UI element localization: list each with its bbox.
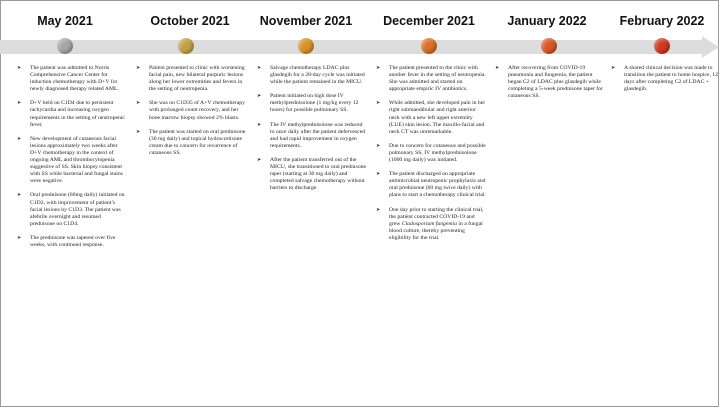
event-bullet	[17, 65, 127, 93]
event-list	[495, 65, 605, 100]
bullet-text: D+V held on C1D4 due to persistent tachycardia and increasing oxygen requirements in the setting of neutropenic fever.	[30, 100, 125, 128]
bullet-text: Patient initiated on high dose IV methylprednisolone (1 mg/kg every 12 hours) for possible pulmonary SS.	[270, 93, 359, 114]
event-bullet	[495, 65, 605, 100]
timeline-marker	[541, 38, 557, 54]
month-heading: November 2021	[259, 14, 353, 28]
event-bullet	[257, 65, 367, 86]
event-bullet	[136, 129, 246, 157]
event-list	[136, 65, 246, 157]
bullet-text: The IV methylprednisolone was reduced to once daily after the patient defervesced and had rapid improvement in oxygen requirements.	[270, 121, 366, 149]
event-bullet	[376, 171, 486, 199]
bullet-text: The patient discharged on appropriate antimicrobial neutropenic prophylaxis and oral prednisone (60 mg twice daily) with plans to start a chemotherapy clinical trial.	[389, 171, 486, 199]
event-bullet	[376, 207, 486, 242]
event-bullet	[17, 100, 127, 128]
event-bullet	[17, 136, 127, 186]
bullet-text: While admitted, she developed pain in her right submandibular and right anterior neck with a new left upper extremity (LUE) skin lesion. The maxillo-facial and neck CT was unremarkable.	[389, 100, 486, 135]
italic-term: Cladosporium fungemia	[401, 220, 457, 227]
event-bullet	[376, 143, 486, 164]
event-bullet	[17, 235, 127, 249]
event-bullet	[611, 65, 719, 93]
timeline-arrow	[0, 36, 719, 58]
event-bullet	[257, 122, 367, 150]
event-column	[611, 65, 719, 100]
bullet-text: Salvage chemotherapy LDAC plus glasdegib for a 28-day cycle was initiated while the patient remained in the MICU.	[270, 65, 365, 86]
event-column	[136, 65, 246, 164]
event-column	[17, 65, 127, 256]
bullet-text: Patient presented to clinic with worsening facial pain, new bilateral purpuric lesions along her lower extremities and fevers in the setting of neutropenia.	[149, 65, 245, 93]
event-list	[17, 65, 127, 249]
bullet-text: One day prior to starting the clinical trial, the patient contracted COVID-19 and grew	[389, 206, 484, 227]
event-bullet	[136, 100, 246, 121]
bullet-text: The prednisone was tapered over five weeks, with continued response.	[30, 234, 116, 248]
event-bullet	[257, 157, 367, 192]
bullet-text: A shared clinical decision was made to transition the patient to home hospice, 12 days after completing C2 of LDAC + glasdegib.	[624, 65, 718, 93]
bullet-text: The patient was started on oral prednisone (30 mg daily) and topical hydrocortisone cream due to concern for recurrence of cutaneous SS.	[149, 128, 246, 156]
event-column	[376, 65, 486, 249]
event-bullet	[376, 100, 486, 135]
event-bullet	[17, 192, 127, 227]
event-list	[257, 65, 367, 192]
event-bullet	[257, 93, 367, 114]
bullet-text: in a fungal blood culture, thereby preventing eligibility for the trial.	[389, 220, 483, 241]
bullet-text: Oral prednisone (60mg daily) initiated on C1D2, with improvement of patient’s facial lesions by C1D3. The patient was afebrile overnight and resumed prednisone on C1D4.	[30, 192, 125, 227]
month-heading: October 2021	[150, 14, 230, 28]
event-list	[611, 65, 719, 93]
event-column	[495, 65, 605, 107]
month-heading: May 2021	[37, 14, 93, 28]
bullet-text: She was on C1D35 of A+V chemotherapy with prolonged count recovery, and her bone marrow biopsy showed 2% blasts.	[149, 100, 245, 121]
bullet-text: New development of cutaneous facial lesions approximately two weeks after D+V chemotherapy in the context of ongoing AML and thrombocytopenia suggestive of SS. Skin biopsy consistent with SS while bacterial and fungal stains were negative.	[30, 135, 123, 185]
bullet-text: After recovering from COVID-19 pneumonia and fungemia, the patient began C2 of LDAC plus glasdegib while completing a 5-week prednisone taper for cutaneous SS.	[508, 65, 603, 100]
event-bullet	[136, 65, 246, 93]
month-heading: December 2021	[383, 14, 475, 28]
timeline-marker	[298, 38, 314, 54]
event-column	[257, 65, 367, 199]
event-list	[376, 65, 486, 242]
timeline-marker	[178, 38, 194, 54]
bullet-text: After the patient transferred out of the MICU, she transitioned to oral prednisone taper (starting at 30 mg daily) and completed salvage chemotherapy without barriers to discharge.	[270, 156, 367, 192]
bullet-text: Due to concern for cutaneous and possible pulmonary SS, IV methylprednisolone (1000 mg daily) was initiated.	[389, 142, 486, 164]
bullet-text: The patient presented to the clinic with another fever in the setting of neutropenia. She was admitted and started on appropriate empiric IV antibiotics.	[389, 65, 486, 93]
bullet-text: The patient was admitted to Norris Comprehensive Cancer Center for induction chemotherapy with D+V for newly diagnosed therapy related AML.	[30, 65, 119, 93]
event-bullet	[376, 65, 486, 93]
timeline-marker	[421, 38, 437, 54]
timeline-marker	[57, 38, 73, 54]
month-heading: January 2022	[507, 14, 587, 28]
timeline-marker	[654, 38, 670, 54]
month-heading: February 2022	[619, 14, 705, 28]
